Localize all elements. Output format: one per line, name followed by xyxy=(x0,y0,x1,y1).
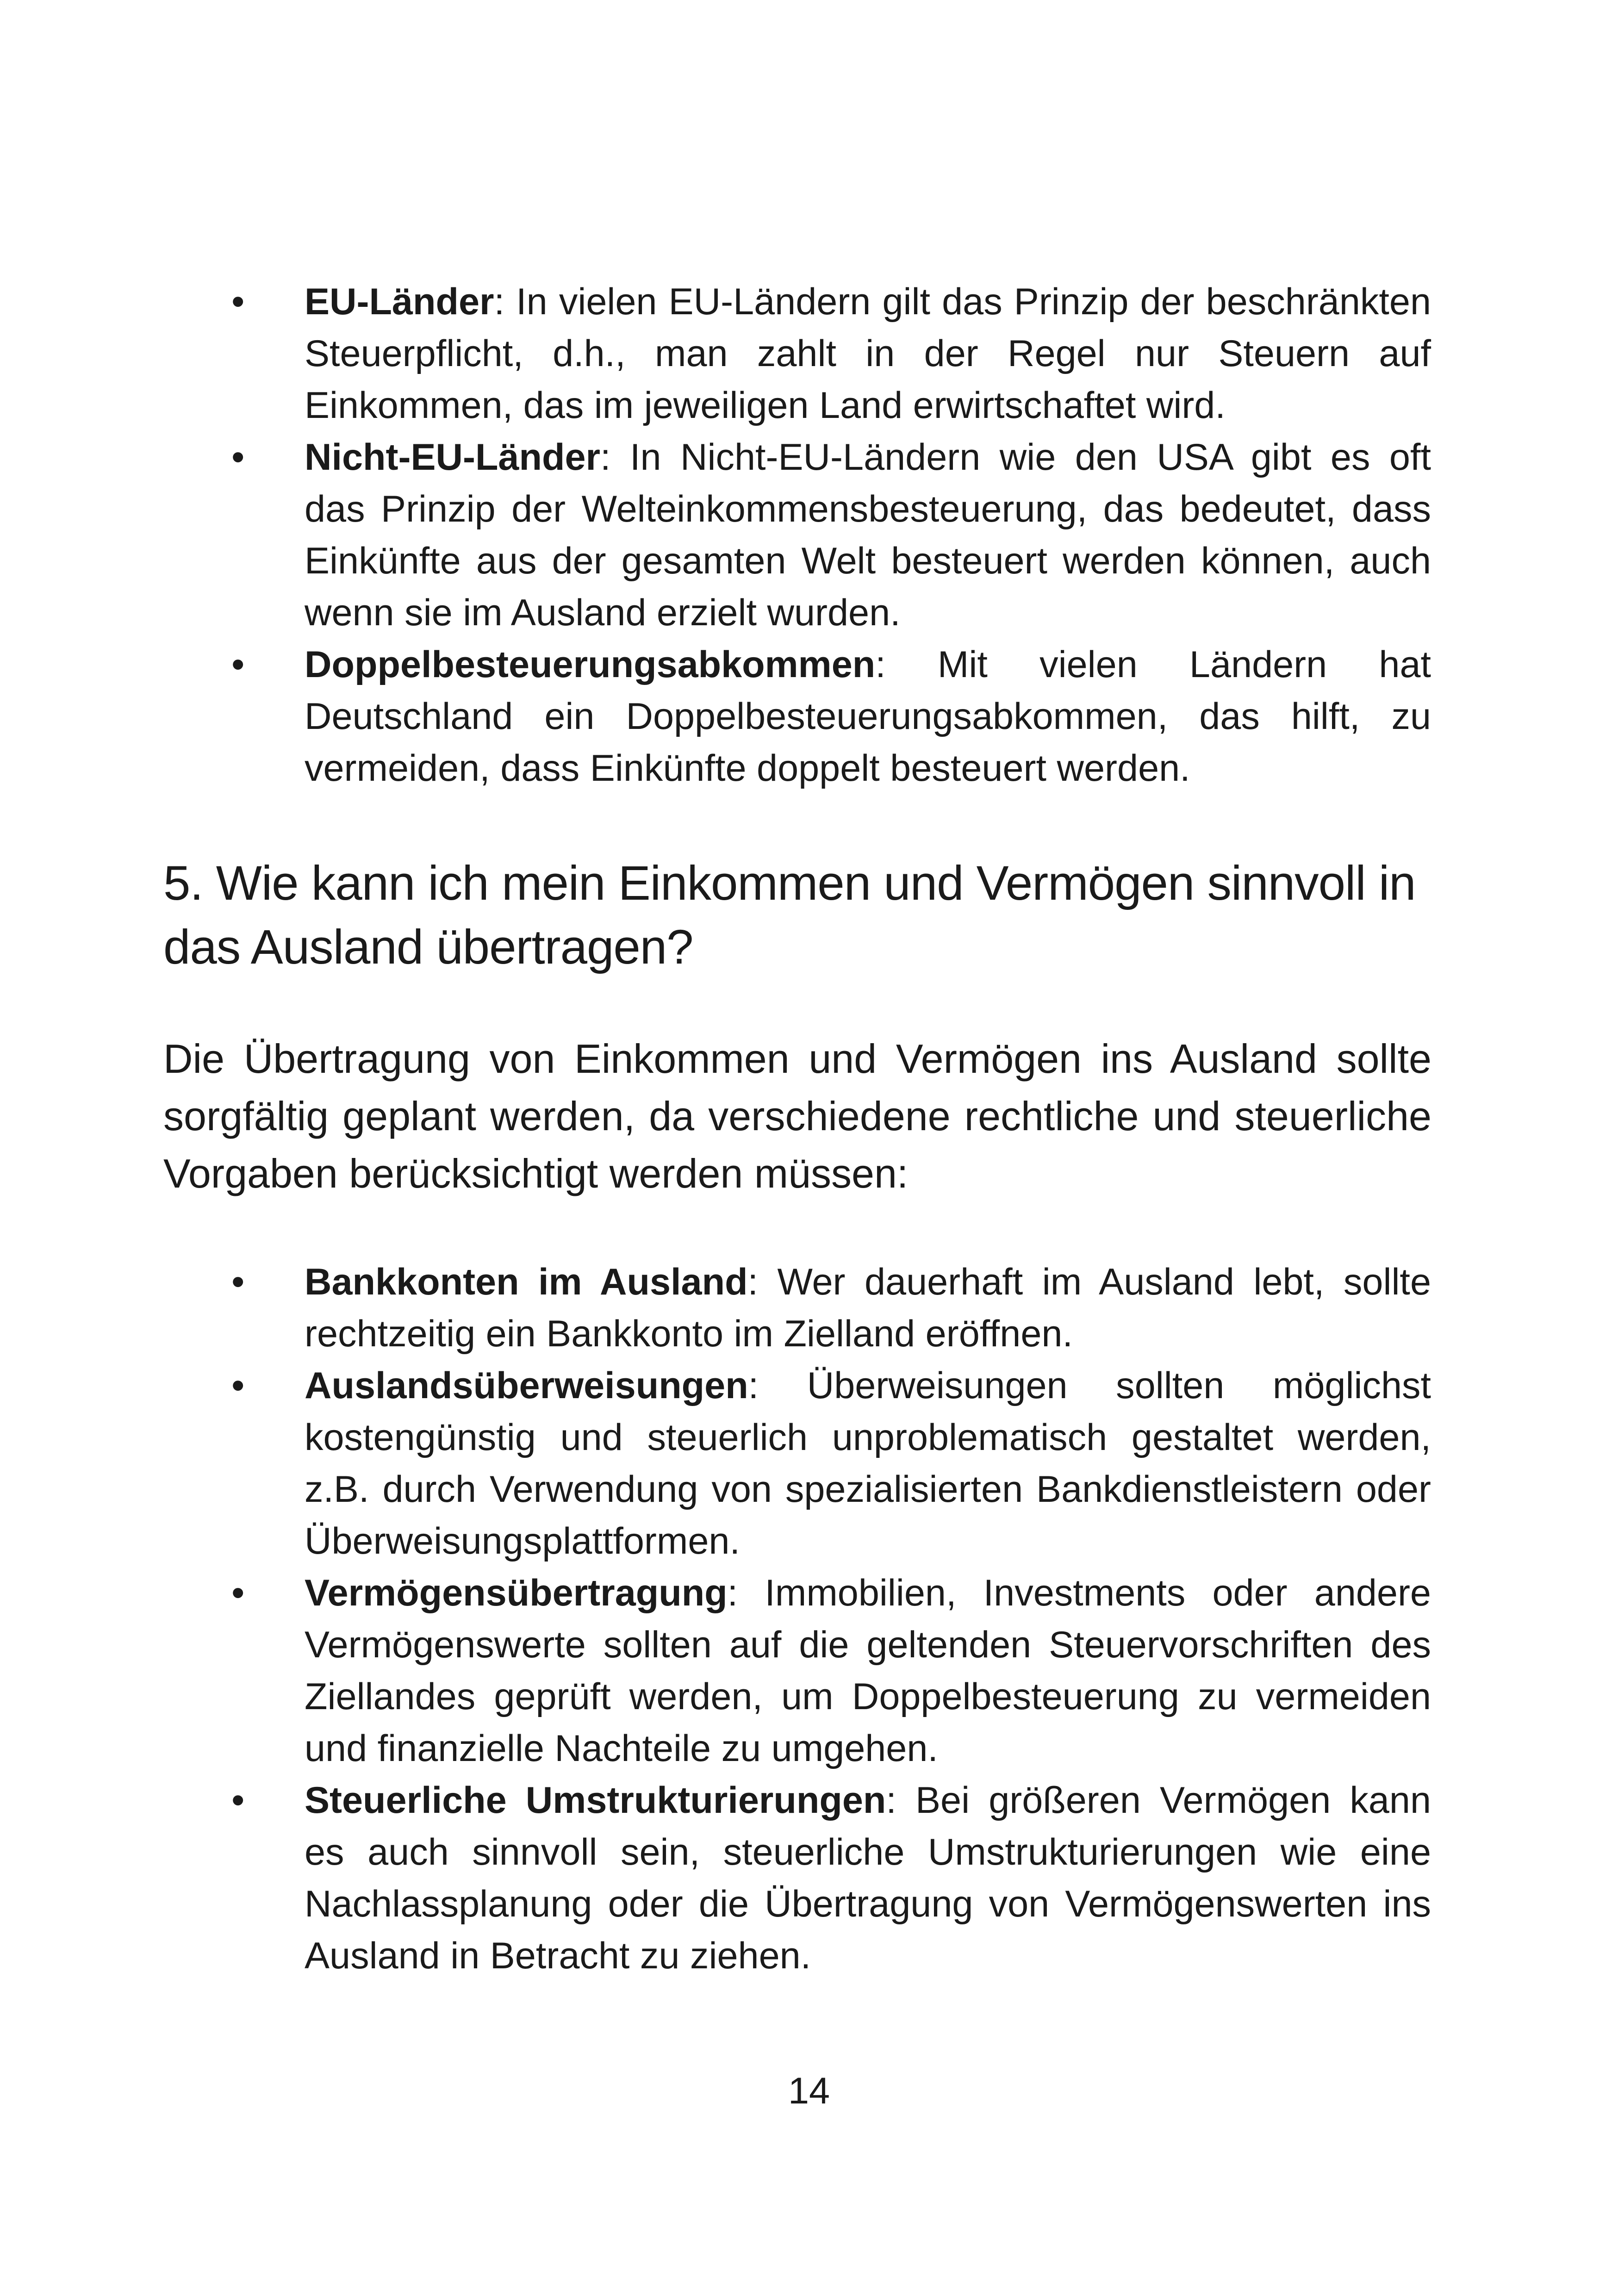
list-item xyxy=(231,1256,1431,1360)
list-item-term: Steuerliche Umstrukturierungen xyxy=(305,1780,886,1821)
list-item-text: : Bei größeren Vermögen kann es auch sinnvoll sein, steuerliche Umstrukturierungen wie eine Nachlassplanung oder die Übertragung von Vermögenswerten ins Ausland in Betracht zu ziehen. xyxy=(305,1780,1431,1977)
transfer-options-list xyxy=(231,1256,1431,1982)
list-item-text: : Überweisungen sollten möglichst kostengünstig und steuerlich unproblematisch gestaltet werden, z.B. durch Verwendung von spezialisierten Bankdienstleistern oder Überweisungsplattformen. xyxy=(305,1365,1431,1562)
list-item-term: Doppelbesteuerungsabkommen xyxy=(305,644,876,685)
list-item-text: : In Nicht-EU-Ländern wie den USA gibt es oft das Prinzip der Welteinkommensbesteuerung, das bedeutet, dass Einkünfte aus der gesamten Welt besteuert werden können, auch wenn sie im Ausland erzielt wurden. xyxy=(305,436,1431,634)
list-item-term: Nicht-EU-Länder xyxy=(305,436,601,478)
bullet-icon: • xyxy=(231,1261,245,1303)
bullet-icon: • xyxy=(231,1572,245,1614)
list-item xyxy=(231,1360,1431,1567)
list-item-term: Auslandsüberweisungen xyxy=(305,1365,748,1406)
list-item-text: : Wer dauerhaft im Ausland lebt, sollte rechtzeitig ein Bankkonto im Zielland eröffnen. xyxy=(305,1261,1431,1355)
tax-rules-list xyxy=(231,276,1431,794)
list-item-term: Vermögensübertragung xyxy=(305,1572,728,1614)
list-item xyxy=(231,1567,1431,1774)
list-item-text: : Immobilien, Investments oder andere Vermögenswerte sollten auf die geltenden Steuervorschriften des Ziellandes geprüft werden, um Doppelbesteuerung zu vermeiden und finanzielle Nachteile zu umgehen. xyxy=(305,1572,1431,1769)
list-item xyxy=(231,276,1431,431)
intro-paragraph: Die Übertragung von Einkommen und Vermögen ins Ausland sollte sorgfältig geplant werden, da verschiedene rechtliche und steuerliche Vorgaben berücksichtigt werden müssen: xyxy=(163,1036,1431,1196)
list-item-text: : In vielen EU-Ländern gilt das Prinzip der beschränkten Steuerpflicht, d.h., man zahlt in der Regel nur Steuern auf Einkommen, das im jeweiligen Land erwirtschaftet wird. xyxy=(305,281,1431,426)
section-heading: 5. Wie kann ich mein Einkommen und Vermögen sinnvoll in das Ausland übertragen? xyxy=(163,856,1416,974)
bullet-icon: • xyxy=(231,1365,245,1406)
list-item-term: EU-Länder xyxy=(305,281,494,323)
bullet-icon: • xyxy=(231,644,245,685)
list-item-term: Bankkonten im Ausland xyxy=(305,1261,748,1303)
page-number: 14 xyxy=(788,2070,830,2112)
list-item-text: : Mit vielen Ländern hat Deutschland ein Doppelbesteuerungsabkommen, das hilft, zu vermeiden, dass Einkünfte doppelt besteuert werden. xyxy=(305,644,1431,789)
bullet-icon: • xyxy=(231,1780,245,1821)
list-item xyxy=(231,1774,1431,1982)
list-item xyxy=(231,639,1431,794)
list-item xyxy=(231,431,1431,639)
bullet-icon: • xyxy=(231,281,245,323)
bullet-icon: • xyxy=(231,436,245,478)
